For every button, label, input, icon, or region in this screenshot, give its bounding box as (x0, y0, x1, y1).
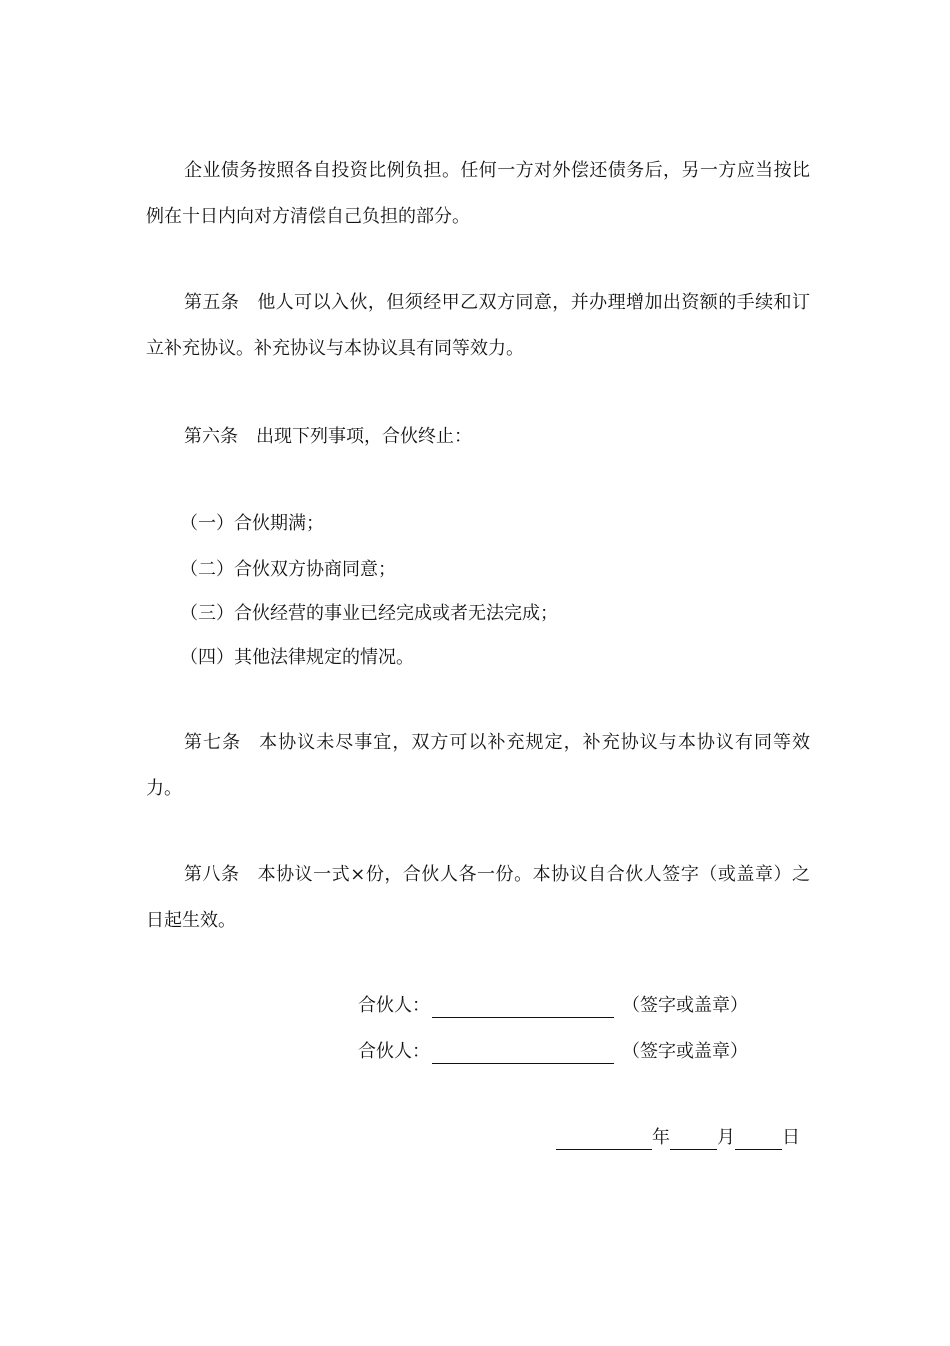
article-8-label: 第八条 (184, 864, 240, 885)
signature-line (432, 997, 614, 1018)
date-row (556, 1126, 800, 1150)
signature-label: 合伙人： (358, 995, 430, 1016)
article-8-text: 本协议一式×份，合伙人各一份。本协议自合伙人签字（或盖章）之日起生效。 (146, 864, 810, 931)
article-5-text: 他人可以入伙，但须经甲乙双方同意，并办理增加出资额的手续和订立补充协议。补充协议与本协议具有同等效力。 (146, 292, 810, 359)
month-line (670, 1129, 717, 1150)
year-line (556, 1129, 652, 1150)
year-label: 年 (652, 1127, 670, 1148)
article-6-text: 出现下列事项，合伙终止： (256, 426, 472, 447)
article-6-label: 第六条 (184, 426, 238, 447)
article-7-label: 第七条 (184, 732, 242, 753)
article-5-label: 第五条 (184, 292, 240, 313)
list-item: （一）合伙期满； (180, 513, 324, 534)
signature-label: 合伙人： (358, 1041, 430, 1062)
signature-line (432, 1043, 614, 1064)
list-item: （四）其他法律规定的情况。 (180, 647, 414, 668)
day-line (735, 1129, 782, 1150)
signature-row-1 (358, 994, 748, 1018)
list-item: （三）合伙经营的事业已经完成或者无法完成； (180, 603, 558, 624)
article-8 (146, 852, 810, 944)
article-7 (146, 720, 810, 812)
month-label: 月 (717, 1127, 735, 1148)
article-7-text: 本协议未尽事宜，双方可以补充规定，补充协议与本协议有同等效力。 (146, 732, 811, 799)
paragraph-debt: 企业债务按照各自投资比例负担。任何一方对外偿还债务后，另一方应当按比例在十日内向对方清偿自己负担的部分。 (146, 160, 810, 227)
signature-note: （签字或盖章） (622, 1041, 748, 1062)
article-6 (146, 414, 810, 460)
day-label: 日 (782, 1127, 800, 1148)
article-5 (146, 280, 810, 372)
list-item: （二）合伙双方协商同意； (180, 559, 396, 580)
signature-note: （签字或盖章） (622, 995, 748, 1016)
signature-row-2 (358, 1040, 748, 1064)
